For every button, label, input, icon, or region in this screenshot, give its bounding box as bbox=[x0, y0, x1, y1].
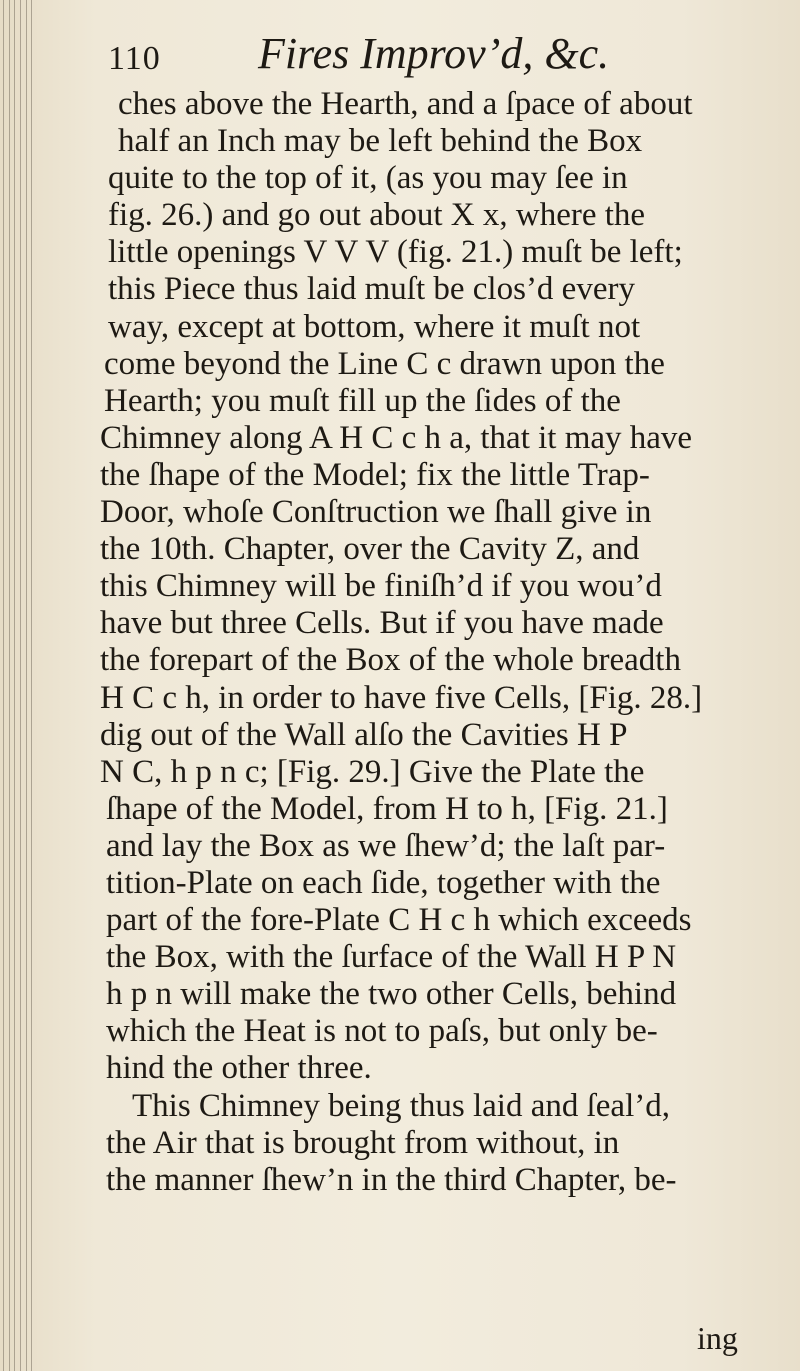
running-title: Fires Improv’d, &c. bbox=[258, 29, 610, 78]
text-line: Hearth; you muſt fill up the ſides of the bbox=[104, 382, 621, 419]
text-line: the 10th. Chapter, over the Cavity Z, and bbox=[100, 531, 640, 568]
text-line: Chimney along A H C c h a, that it may have bbox=[100, 419, 693, 456]
body-text bbox=[96, 86, 786, 1199]
text-line: ſhape of the Model, from H to h, [Fig. 21.] bbox=[106, 790, 668, 827]
text-line: way, except at bottom, where it muſt not bbox=[108, 308, 641, 345]
text-line: hind the other three. bbox=[106, 1050, 372, 1087]
text-line: This Chimney being thus laid and ſeal’d, bbox=[132, 1087, 670, 1124]
text-line: the manner ſhew’n in the third Chapter, be- bbox=[106, 1161, 677, 1198]
text-line: and lay the Box as we ſhew’d; the laſt par- bbox=[106, 827, 666, 864]
binding-gutter bbox=[0, 0, 40, 1371]
text-line: the Air that is brought from without, in bbox=[106, 1124, 620, 1161]
text-line: little openings V V V (fig. 21.) muſt be left; bbox=[108, 234, 683, 271]
text-line: N C, h p n c; [Fig. 29.] Give the Plate the bbox=[100, 753, 645, 790]
text-line: ches above the Hearth, and a ſpace of about bbox=[118, 86, 693, 122]
text-line: the Box, with the ſurface of the Wall H P N bbox=[106, 939, 677, 976]
text-line: this Chimney will be finiſh’d if you wou’d bbox=[100, 568, 662, 605]
page-number: 110 bbox=[108, 40, 161, 77]
text-line: come beyond the Line C c drawn upon the bbox=[104, 345, 665, 382]
text-line: the forepart of the Box of the whole breadth bbox=[100, 642, 681, 679]
text-line: h p n will make the two other Cells, behind bbox=[106, 976, 677, 1013]
text-line: Door, whoſe Conſtruction we ſhall give in bbox=[100, 494, 652, 531]
text-line: dig out of the Wall alſo the Cavities H P bbox=[100, 716, 628, 753]
text-line: tition-Plate on each ſide, together with the bbox=[106, 864, 661, 901]
text-line: which the Heat is not to paſs, but only be- bbox=[106, 1013, 658, 1050]
text-line: H C c h, in order to have five Cells, [Fig. 28.] bbox=[100, 679, 703, 716]
text-line: half an Inch may be left behind the Box bbox=[118, 123, 643, 160]
page-header bbox=[108, 26, 708, 86]
text-line: fig. 26.) and go out about X x, where the bbox=[108, 197, 646, 234]
text-line: part of the fore-Plate C H c h which exceeds bbox=[106, 902, 692, 939]
text-line: have but three Cells. But if you have made bbox=[100, 605, 664, 642]
text-line: the ſhape of the Model; fix the little Trap- bbox=[100, 456, 650, 493]
catchword: ing bbox=[697, 1320, 738, 1356]
text-line: this Piece thus laid muſt be clos’d every bbox=[108, 271, 635, 308]
text-line: quite to the top of it, (as you may ſee in bbox=[108, 160, 628, 197]
